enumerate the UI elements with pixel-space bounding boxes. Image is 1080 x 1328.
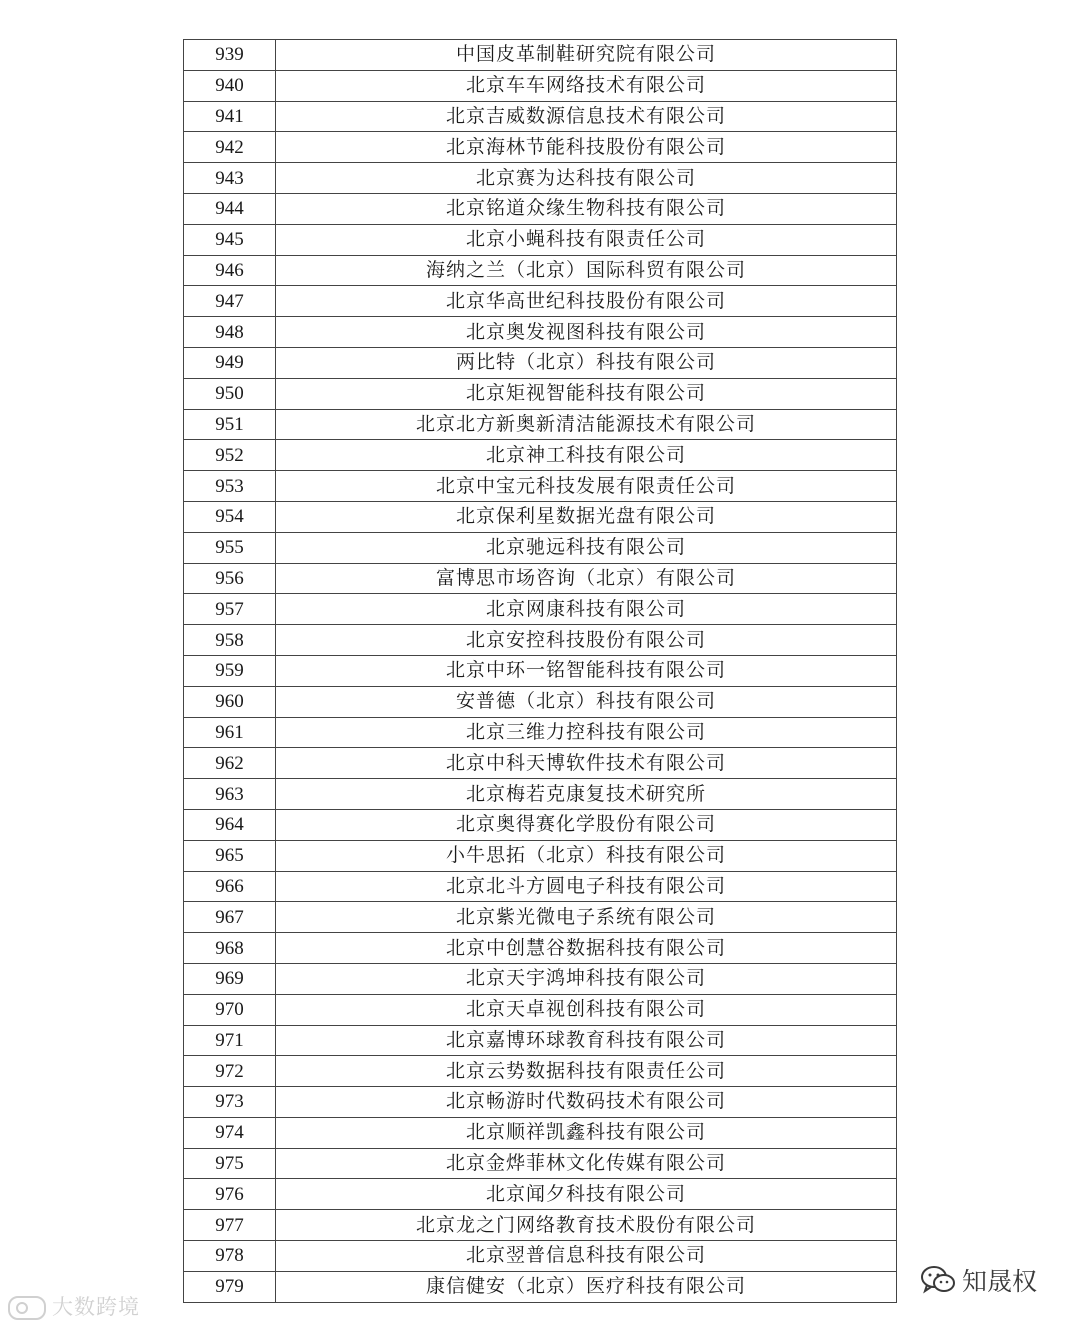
- table-row: [184, 440, 897, 471]
- row-number: 975: [184, 1148, 276, 1179]
- watermark-logo-icon: [8, 1296, 46, 1320]
- table-row: [184, 963, 897, 994]
- row-number: 953: [184, 471, 276, 502]
- company-name: 北京中宝元科技发展有限责任公司: [276, 471, 897, 502]
- row-number: 946: [184, 255, 276, 286]
- table-row: [184, 224, 897, 255]
- row-number: 972: [184, 1056, 276, 1087]
- watermark-right-text: 知晟权: [962, 1267, 1038, 1296]
- company-name: 北京顺祥凯鑫科技有限公司: [276, 1117, 897, 1148]
- row-number: 945: [184, 224, 276, 255]
- table-row: [184, 594, 897, 625]
- table-row: [184, 1025, 897, 1056]
- company-name: 北京嘉博环球教育科技有限公司: [276, 1025, 897, 1056]
- company-name: 北京紫光微电子系统有限公司: [276, 902, 897, 933]
- row-number: 955: [184, 532, 276, 563]
- table-row: [184, 255, 897, 286]
- table-row: [184, 70, 897, 101]
- row-number: 951: [184, 409, 276, 440]
- row-number: 967: [184, 902, 276, 933]
- row-number: 965: [184, 840, 276, 871]
- table-row: [184, 1241, 897, 1272]
- company-name: 富博思市场咨询（北京）有限公司: [276, 563, 897, 594]
- table-row: [184, 902, 897, 933]
- table-row: [184, 933, 897, 964]
- company-name: 北京天宇鸿坤科技有限公司: [276, 963, 897, 994]
- table-row: [184, 1056, 897, 1087]
- table-row: [184, 748, 897, 779]
- company-name: 北京车车网络技术有限公司: [276, 70, 897, 101]
- company-name: 北京海林节能科技股份有限公司: [276, 132, 897, 163]
- row-number: 977: [184, 1210, 276, 1241]
- company-name: 安普德（北京）科技有限公司: [276, 686, 897, 717]
- row-number: 961: [184, 717, 276, 748]
- table-row: [184, 1271, 897, 1302]
- company-name: 北京北斗方圆电子科技有限公司: [276, 871, 897, 902]
- company-name: 北京奥得赛化学股份有限公司: [276, 809, 897, 840]
- row-number: 939: [184, 40, 276, 71]
- table-body: [184, 40, 897, 1303]
- company-name: 北京云势数据科技有限责任公司: [276, 1056, 897, 1087]
- table-row: [184, 1210, 897, 1241]
- company-name: 北京天卓视创科技有限公司: [276, 994, 897, 1025]
- company-name: 北京驰远科技有限公司: [276, 532, 897, 563]
- row-number: 944: [184, 193, 276, 224]
- company-name: 中国皮革制鞋研究院有限公司: [276, 40, 897, 71]
- table-row: [184, 378, 897, 409]
- row-number: 947: [184, 286, 276, 317]
- company-name: 北京矩视智能科技有限公司: [276, 378, 897, 409]
- table-row: [184, 1087, 897, 1118]
- row-number: 968: [184, 933, 276, 964]
- row-number: 942: [184, 132, 276, 163]
- company-name: 北京神工科技有限公司: [276, 440, 897, 471]
- company-name: 北京畅游时代数码技术有限公司: [276, 1087, 897, 1118]
- table-row: [184, 40, 897, 71]
- row-number: 958: [184, 625, 276, 656]
- table-row: [184, 871, 897, 902]
- company-name: 海纳之兰（北京）国际科贸有限公司: [276, 255, 897, 286]
- company-name: 北京中环一铭智能科技有限公司: [276, 655, 897, 686]
- row-number: 976: [184, 1179, 276, 1210]
- table-row: [184, 625, 897, 656]
- row-number: 950: [184, 378, 276, 409]
- watermark-left-text: 大数跨境: [52, 1295, 140, 1319]
- company-name: 北京三维力控科技有限公司: [276, 717, 897, 748]
- company-name: 两比特（北京）科技有限公司: [276, 347, 897, 378]
- table-row: [184, 347, 897, 378]
- company-name: 北京奥发视图科技有限公司: [276, 317, 897, 348]
- row-number: 974: [184, 1117, 276, 1148]
- row-number: 943: [184, 163, 276, 194]
- table-row: [184, 471, 897, 502]
- row-number: 973: [184, 1087, 276, 1118]
- table-row: [184, 1179, 897, 1210]
- table-row: [184, 286, 897, 317]
- company-name: 北京赛为达科技有限公司: [276, 163, 897, 194]
- company-name: 北京铭道众缘生物科技有限公司: [276, 193, 897, 224]
- row-number: 954: [184, 501, 276, 532]
- company-name: 北京北方新奥新清洁能源技术有限公司: [276, 409, 897, 440]
- company-name: 小牛思拓（北京）科技有限公司: [276, 840, 897, 871]
- company-name: 北京金烨菲林文化传媒有限公司: [276, 1148, 897, 1179]
- row-number: 940: [184, 70, 276, 101]
- table-row: [184, 1148, 897, 1179]
- company-name: 北京华高世纪科技股份有限公司: [276, 286, 897, 317]
- table-row: [184, 317, 897, 348]
- row-number: 956: [184, 563, 276, 594]
- row-number: 978: [184, 1241, 276, 1272]
- row-number: 960: [184, 686, 276, 717]
- row-number: 941: [184, 101, 276, 132]
- table-row: [184, 1117, 897, 1148]
- row-number: 948: [184, 317, 276, 348]
- table-row: [184, 409, 897, 440]
- company-name: 北京闻夕科技有限公司: [276, 1179, 897, 1210]
- wechat-icon: [920, 1264, 956, 1296]
- table-row: [184, 994, 897, 1025]
- company-name: 北京吉威数源信息技术有限公司: [276, 101, 897, 132]
- company-name: 北京网康科技有限公司: [276, 594, 897, 625]
- table-row: [184, 840, 897, 871]
- table-row: [184, 163, 897, 194]
- company-name: 北京翌普信息科技有限公司: [276, 1241, 897, 1272]
- company-name: 北京安控科技股份有限公司: [276, 625, 897, 656]
- watermark-left: [8, 1291, 140, 1321]
- table-row: [184, 563, 897, 594]
- table-row: [184, 655, 897, 686]
- company-name: 北京龙之门网络教育技术股份有限公司: [276, 1210, 897, 1241]
- company-name: 康信健安（北京）医疗科技有限公司: [276, 1271, 897, 1302]
- row-number: 964: [184, 809, 276, 840]
- table-row: [184, 532, 897, 563]
- table-row: [184, 132, 897, 163]
- company-list-table: [183, 39, 897, 1303]
- row-number: 979: [184, 1271, 276, 1302]
- table-row: [184, 686, 897, 717]
- company-name: 北京中创慧谷数据科技有限公司: [276, 933, 897, 964]
- row-number: 949: [184, 347, 276, 378]
- document-page: [183, 39, 896, 1303]
- company-name: 北京保利星数据光盘有限公司: [276, 501, 897, 532]
- table-row: [184, 101, 897, 132]
- row-number: 969: [184, 963, 276, 994]
- company-name: 北京中科天博软件技术有限公司: [276, 748, 897, 779]
- row-number: 957: [184, 594, 276, 625]
- watermark-right: [920, 1262, 1037, 1298]
- row-number: 963: [184, 779, 276, 810]
- table-row: [184, 717, 897, 748]
- row-number: 959: [184, 655, 276, 686]
- table-row: [184, 193, 897, 224]
- company-name: 北京梅若克康复技术研究所: [276, 779, 897, 810]
- row-number: 952: [184, 440, 276, 471]
- table-row: [184, 809, 897, 840]
- row-number: 966: [184, 871, 276, 902]
- row-number: 962: [184, 748, 276, 779]
- table-row: [184, 779, 897, 810]
- company-name: 北京小蝇科技有限责任公司: [276, 224, 897, 255]
- row-number: 970: [184, 994, 276, 1025]
- table-row: [184, 501, 897, 532]
- row-number: 971: [184, 1025, 276, 1056]
